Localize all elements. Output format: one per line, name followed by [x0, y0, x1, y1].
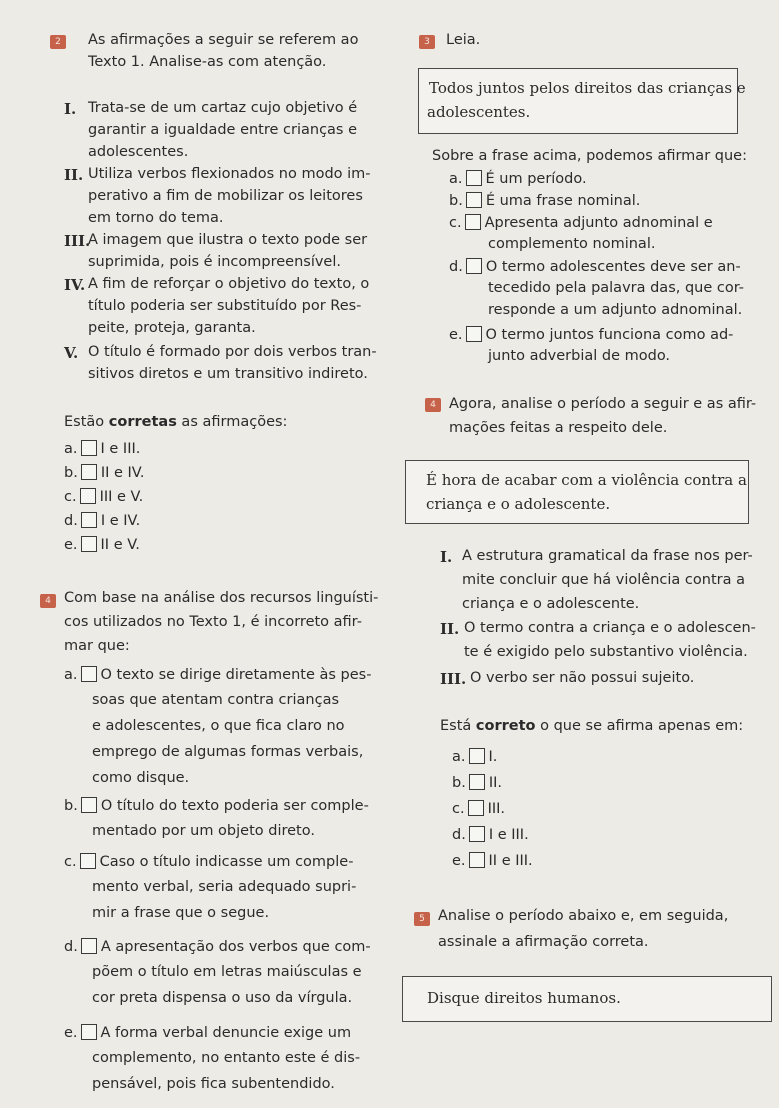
q4-prompt: Está correto o que se afirma apenas em:: [440, 718, 744, 734]
answer-option-a[interactable]: a. I e III.: [64, 441, 141, 457]
q4-intro-line: Agora, analise o período a seguir e as afir-: [449, 396, 757, 412]
q1-prompt: Estão corretas as afirmações:: [64, 414, 288, 430]
statement-text: O termo contra a criança e o adolescen-: [464, 620, 756, 636]
answer-option-a[interactable]: a. É um período.: [449, 171, 587, 187]
statement-text: Trata-se de um cartaz cujo objetivo é: [88, 100, 358, 116]
statement-numeral: II.: [440, 620, 460, 638]
statement-numeral: II.: [64, 166, 84, 184]
statement-text: A fim de reforçar o objetivo do texto, o: [88, 276, 370, 292]
statement-numeral: IV.: [64, 276, 86, 294]
option-text: pensável, pois fica subentendido.: [92, 1076, 335, 1092]
answer-checkbox[interactable]: [466, 258, 482, 274]
answer-checkbox[interactable]: [80, 853, 96, 869]
question-number-badge: 2: [50, 35, 66, 49]
option-text: complemento, no entanto este é dis-: [92, 1050, 361, 1066]
answer-option-b[interactable]: b. O título do texto poderia ser comple-: [64, 798, 369, 814]
answer-checkbox[interactable]: [81, 797, 97, 813]
quote-box: [402, 976, 772, 1022]
answer-option-e[interactable]: e. O termo juntos funciona como ad-: [449, 327, 734, 343]
q2-intro-line: Com base na análise dos recursos linguísti-: [64, 590, 379, 606]
answer-checkbox[interactable]: [465, 214, 481, 230]
answer-option-d[interactable]: d. A apresentação dos verbos que com-: [64, 939, 371, 955]
question-number-badge: 4: [425, 398, 441, 412]
option-text: responde a um adjunto adnominal.: [488, 302, 743, 318]
statement-numeral: V.: [64, 344, 79, 362]
option-text: mento verbal, seria adequado supri-: [92, 879, 357, 895]
statement-text: A estrutura gramatical da frase nos per-: [462, 548, 753, 564]
q5-intro-line: assinale a afirmação correta.: [438, 934, 649, 950]
statement-text: O verbo ser não possui sujeito.: [470, 670, 695, 686]
answer-checkbox[interactable]: [81, 536, 97, 552]
q3-intro: Leia.: [446, 32, 481, 48]
answer-option-a[interactable]: a. I.: [452, 749, 498, 765]
quote-line: criança e o adolescente.: [426, 495, 611, 513]
answer-checkbox[interactable]: [468, 800, 484, 816]
quote-line: Todos juntos pelos direitos das crianças e: [429, 79, 746, 97]
q3-prompt: Sobre a frase acima, podemos afirmar que:: [432, 148, 747, 164]
statement-numeral: III.: [440, 670, 467, 688]
statement-text: O título é formado por dois verbos tran-: [88, 344, 377, 360]
answer-option-b[interactable]: b. II e IV.: [64, 465, 145, 481]
answer-checkbox[interactable]: [469, 748, 485, 764]
question-number-badge: 5: [414, 912, 430, 926]
statement-text: garantir a igualdade entre crianças e: [88, 122, 358, 138]
statement-text: mite concluir que há violência contra a: [462, 572, 745, 588]
question-number-badge: 4: [40, 594, 56, 608]
statement-text: Utiliza verbos flexionados no modo im-: [88, 166, 371, 182]
q1-intro-line: Texto 1. Analise-as com atenção.: [88, 54, 327, 70]
answer-checkbox[interactable]: [81, 938, 97, 954]
q1-intro-line: As afirmações a seguir se referem ao: [88, 32, 359, 48]
answer-option-e[interactable]: e. II e III.: [452, 853, 533, 869]
answer-checkbox[interactable]: [81, 666, 97, 682]
answer-option-c[interactable]: c. Caso o título indicasse um comple-: [64, 854, 354, 870]
statement-text: te é exigido pelo substantivo violência.: [464, 644, 748, 660]
option-text: soas que atentam contra crianças: [92, 692, 340, 708]
quote-line: É hora de acabar com a violência contra a: [426, 471, 747, 489]
statement-text: adolescentes.: [88, 144, 189, 160]
answer-checkbox[interactable]: [469, 774, 485, 790]
q2-intro-line: mar que:: [64, 638, 130, 654]
answer-option-d[interactable]: d. I e IV.: [64, 513, 141, 529]
quote-box: [418, 68, 746, 134]
answer-option-d[interactable]: d. I e III.: [452, 827, 529, 843]
option-text: como disque.: [92, 770, 190, 786]
statement-numeral: I.: [64, 100, 77, 118]
answer-checkbox[interactable]: [466, 192, 482, 208]
statement-text: sitivos diretos e um transitivo indireto.: [88, 366, 368, 382]
q5-intro-line: Analise o período abaixo e, em seguida,: [438, 908, 729, 924]
answer-option-e[interactable]: e. II e V.: [64, 537, 140, 553]
statement-text: perativo a fim de mobilizar os leitores: [88, 188, 363, 204]
quote-box: [405, 460, 749, 524]
answer-checkbox[interactable]: [469, 826, 485, 842]
option-text: emprego de algumas formas verbais,: [92, 744, 364, 760]
statement-numeral: III.: [64, 232, 91, 250]
statement-text: A imagem que ilustra o texto pode ser: [88, 232, 368, 248]
answer-checkbox[interactable]: [466, 326, 482, 342]
option-text: tecedido pela palavra das, que cor-: [488, 280, 745, 296]
statement-text: suprimida, pois é incompreensível.: [88, 254, 341, 270]
answer-option-b[interactable]: b. É uma frase nominal.: [449, 193, 641, 209]
option-text: mir a frase que o segue.: [92, 905, 270, 921]
answer-checkbox[interactable]: [469, 852, 485, 868]
quote-line: Disque direitos humanos.: [427, 989, 621, 1007]
option-text: mentado por um objeto direto.: [92, 823, 315, 839]
answer-option-e[interactable]: e. A forma verbal denuncie exige um: [64, 1025, 352, 1041]
answer-option-c[interactable]: c. III.: [452, 801, 506, 817]
answer-option-d[interactable]: d. O termo adolescentes deve ser an-: [449, 259, 741, 275]
option-text: põem o título em letras maiúsculas e: [92, 964, 362, 980]
question-number-badge: 3: [419, 35, 435, 49]
answer-option-c[interactable]: c. III e V.: [64, 489, 144, 505]
q2-intro-line: cos utilizados no Texto 1, é incorreto afir-: [64, 614, 362, 630]
answer-option-b[interactable]: b. II.: [452, 775, 502, 791]
option-text: complemento nominal.: [488, 236, 656, 252]
quote-line: adolescentes.: [427, 103, 531, 121]
answer-checkbox[interactable]: [81, 1024, 97, 1040]
answer-checkbox[interactable]: [80, 488, 96, 504]
answer-checkbox[interactable]: [81, 464, 97, 480]
answer-checkbox[interactable]: [81, 512, 97, 528]
option-text: junto adverbial de modo.: [488, 348, 671, 364]
statement-text: peite, proteja, garanta.: [88, 320, 256, 336]
answer-option-c[interactable]: c. Apresenta adjunto adnominal e: [449, 215, 713, 231]
answer-option-a[interactable]: a. O texto se dirige diretamente às pes-: [64, 667, 372, 683]
statement-text: criança e o adolescente.: [462, 596, 640, 612]
answer-checkbox[interactable]: [466, 170, 482, 186]
statement-text: título poderia ser substituído por Res-: [88, 298, 362, 314]
statement-numeral: I.: [440, 548, 453, 566]
answer-checkbox[interactable]: [81, 440, 97, 456]
option-text: cor preta dispensa o uso da vírgula.: [92, 990, 353, 1006]
q4-intro-line: mações feitas a respeito dele.: [449, 420, 668, 436]
statement-text: em torno do tema.: [88, 210, 224, 226]
option-text: e adolescentes, o que fica claro no: [92, 718, 345, 734]
